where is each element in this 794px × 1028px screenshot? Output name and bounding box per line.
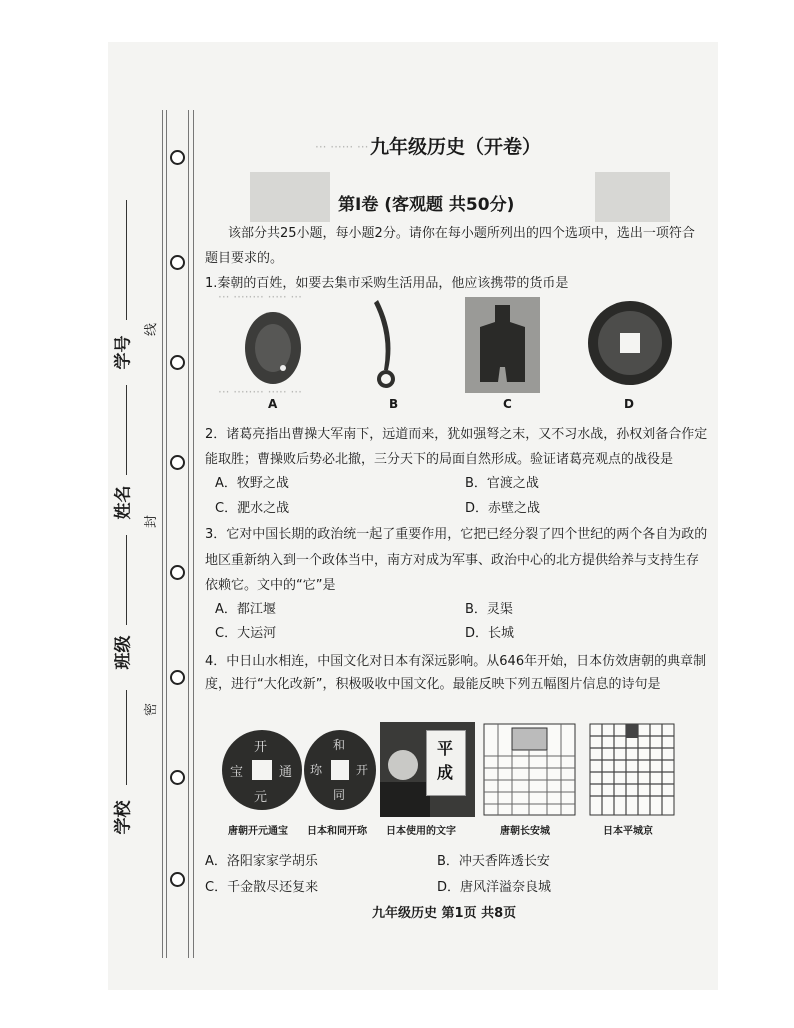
- q4-option-c[interactable]: C．千金散尽还复来: [205, 880, 319, 895]
- coin-char: 通: [279, 765, 293, 780]
- q4-option-a[interactable]: A．洛阳家家学胡乐: [205, 854, 318, 869]
- q1-coin-a-image: [238, 303, 308, 388]
- bleed-text: ··· ········ ····· ···: [218, 290, 302, 304]
- q4-caption-5: 日本平城京: [603, 826, 653, 837]
- q4-caption-1: 唐朝开元通宝: [228, 826, 288, 837]
- bleed-text: ··· ········ ····· ···: [218, 385, 302, 399]
- q3-stem-cont2: 依赖它。文中的“它”是: [205, 578, 336, 593]
- q4-changan-map: [482, 722, 577, 817]
- q4-caption-2: 日本和同开珎: [307, 826, 367, 837]
- binding-line: [162, 110, 163, 958]
- bleed-text: ··· ······ ···: [315, 140, 369, 154]
- binding-hole: [170, 455, 185, 470]
- binding-line: [188, 110, 189, 958]
- q2-option-c[interactable]: C．淝水之战: [215, 501, 290, 516]
- q2-stem-cont: 能取胜；曹操败后势必北撤，三分天下的局面自然形成。验证诸葛亮观点的战役是: [205, 452, 674, 467]
- q1-label-d: D: [624, 397, 634, 411]
- name-field-line: [126, 385, 127, 475]
- q4-option-b[interactable]: B．冲天香阵透长安: [437, 854, 550, 869]
- q1-coin-d-image: [585, 298, 675, 388]
- binding-line: [193, 110, 194, 958]
- binding-hole: [170, 355, 185, 370]
- q2-stem: 2．诸葛亮指出曹操大军南下，远道而来，犹如强弩之末，又不习水战，孙权刘备合作定: [205, 427, 708, 442]
- instructions-cont: 题目要求的。: [205, 251, 284, 266]
- q4-caption-4: 唐朝长安城: [500, 826, 550, 837]
- plaque-text: 平成: [437, 739, 454, 782]
- q3-stem: 3．它对中国长期的政治统一起了重要作用，它把已经分裂了四个世纪的两个各自为政的: [205, 527, 708, 542]
- coin-char: 元: [254, 790, 268, 805]
- page-title: 九年级历史（开卷）: [370, 136, 542, 158]
- coin-char: 同: [333, 788, 346, 802]
- coin-char: 开: [356, 763, 369, 777]
- page-footer: 九年级历史 第1页 共8页: [372, 906, 517, 921]
- seal-feng: 封: [144, 514, 160, 529]
- binding-hole: [170, 872, 185, 887]
- title-band: [250, 172, 330, 222]
- q3-option-b[interactable]: B．灵渠: [465, 602, 513, 617]
- binding-line: [166, 110, 167, 958]
- q1-label-b: B: [389, 397, 399, 411]
- q2-option-d[interactable]: D．赤壁之战: [465, 501, 541, 516]
- seal-mi: 密: [144, 702, 160, 717]
- q4-option-d[interactable]: D．唐风洋溢奈良城: [437, 880, 552, 895]
- instructions: 该部分共25小题，每小题2分。请你在每小题所列出的四个选项中，选出一项符合: [228, 226, 695, 241]
- seal-xian: 线: [144, 322, 160, 337]
- q4-caption-3: 日本使用的文字: [386, 826, 456, 837]
- q1-coin-c-image: [465, 297, 540, 393]
- binding-hole: [170, 565, 185, 580]
- q2-option-b[interactable]: B．官渡之战: [465, 476, 539, 491]
- section-title: 第Ⅰ卷 (客观题 共50分): [338, 195, 515, 215]
- coin-char: 和: [333, 738, 346, 752]
- q3-option-c[interactable]: C．大运河: [215, 626, 277, 641]
- q4-coin-wadokaichin-image: [304, 730, 376, 810]
- school-label: 学校: [113, 800, 134, 835]
- q4-heijokyo-map: [588, 722, 676, 817]
- q4-stem-cont: 度，进行“大化改新”，积极吸收中国文化。最能反映下列五幅图片信息的诗句是: [205, 677, 661, 692]
- q1-label-c: C: [503, 397, 512, 411]
- binding-hole: [170, 670, 185, 685]
- q3-option-d[interactable]: D．长城: [465, 626, 515, 641]
- class-field-line: [126, 535, 127, 625]
- binding-hole: [170, 770, 185, 785]
- q4-stem: 4．中日山水相连，中国文化对日本有深远影响。从646年开始，日本仿效唐朝的典章制: [205, 654, 707, 669]
- coin-char: 珎: [310, 763, 323, 777]
- q2-option-a[interactable]: A．牧野之战: [215, 476, 289, 491]
- q4-heisei-photo: [380, 722, 475, 817]
- q4-coin-kaiyuan-image: [222, 730, 302, 810]
- class-label: 班级: [113, 635, 134, 670]
- title-band: [595, 172, 670, 222]
- school-field-line: [126, 690, 127, 785]
- coin-char: 宝: [230, 765, 244, 780]
- q1-coin-b-image: [366, 295, 406, 395]
- number-label: 学号: [113, 335, 134, 370]
- name-label: 姓名: [113, 485, 134, 520]
- number-field-line: [126, 200, 127, 320]
- q1-stem: 1.秦朝的百姓，如要去集市采购生活用品，他应该携带的货币是: [205, 276, 569, 291]
- coin-char: 开: [254, 740, 268, 755]
- binding-hole: [170, 150, 185, 165]
- q3-option-a[interactable]: A．都江堰: [215, 602, 276, 617]
- q1-label-a: A: [268, 397, 278, 411]
- q3-stem-cont: 地区重新纳入到一个政体当中，南方对成为军事、政治中心的北方提供给养与支持生存: [205, 553, 700, 568]
- binding-hole: [170, 255, 185, 270]
